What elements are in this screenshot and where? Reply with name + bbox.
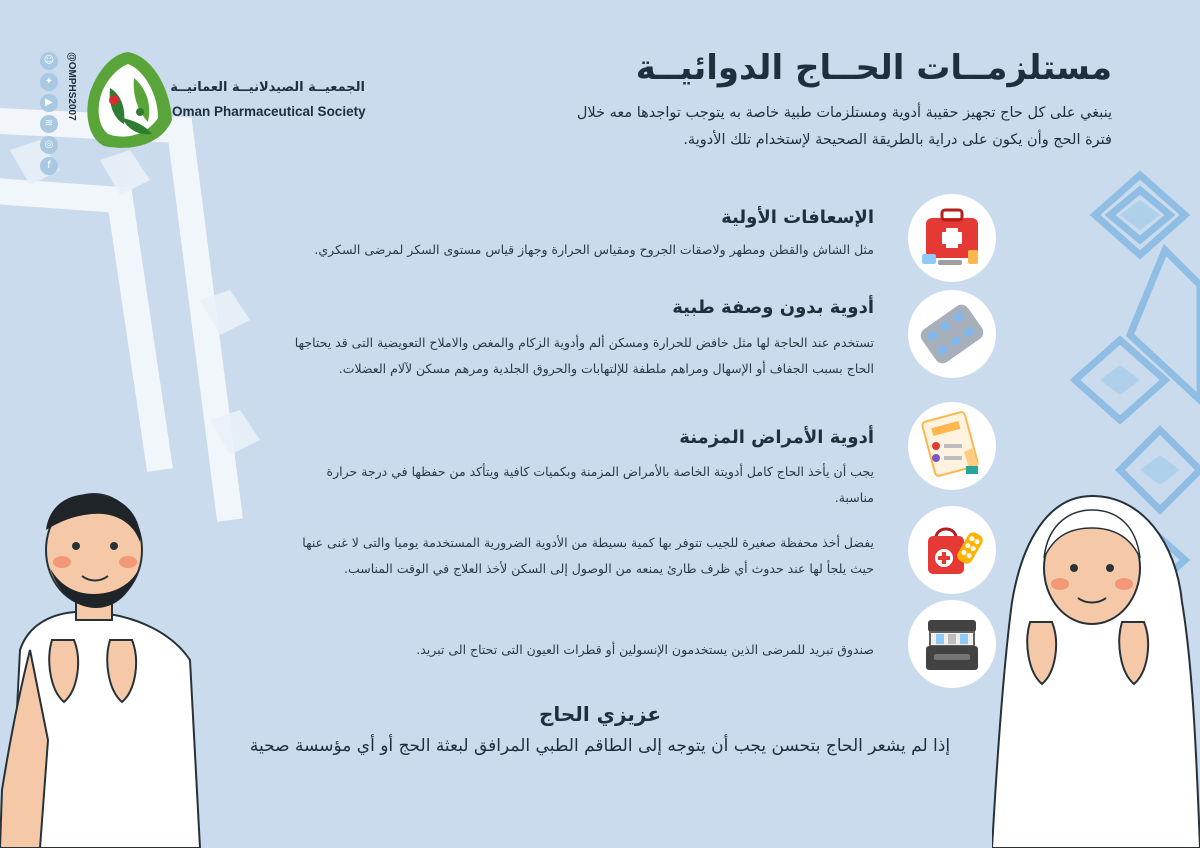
spotify-icon[interactable]: ≋	[40, 115, 58, 133]
snapchat-icon[interactable]: ☺	[40, 52, 58, 70]
org-name-english: Oman Pharmaceutical Society	[172, 104, 366, 119]
section-heading-first-aid: الإسعافات الأولية	[721, 207, 874, 228]
org-name-arabic: الجمعيــة الصيدلانيــة العمانيــة	[170, 80, 365, 95]
oman-pharmaceutical-society-logo-icon	[82, 48, 174, 154]
section-heading-otc: أدوية بدون وصفة طبية	[672, 297, 874, 318]
closing-text: إذا لم يشعر الحاج بتحسن يجب أن يتوجه إلى الطاقم الطبي المرافق لبعثة الحج أو أي مؤسسة صحية	[249, 736, 951, 756]
pilgrim-man-illustration	[0, 490, 210, 848]
first-aid-kit-icon	[908, 194, 996, 282]
intro-text: ينبغي على كل حاج تجهيز حقيبة أدوية ومستلزمات طبية خاصة به يتوجب تواجدها معه خلال فترة الحج وأن يكون على دراية بالطريقة الصحيحة لإستخدام تلك الأدوية.	[576, 105, 1112, 148]
section-body-chronic: يجب أن يأخذ الحاج كامل أدويتة الخاصة بالأمراض المزمنة وبكميات كافية ويتأكد من حفظها في درجة حرارة مناسبة.	[326, 464, 874, 505]
section-heading-chronic: أدوية الأمراض المزمنة	[679, 427, 874, 448]
social-handle: @OMPHS2007	[66, 52, 77, 121]
youtube-icon[interactable]: ▶	[40, 94, 58, 112]
facebook-icon[interactable]: f	[40, 157, 58, 175]
medicine-bag-icon	[908, 506, 996, 594]
closing-heading: عزيزي الحاج	[538, 702, 662, 726]
pilgrim-woman-illustration	[992, 492, 1200, 848]
section-body-cooler: صندوق تبريد للمرضى الذين يستخدمون الإنسولين أو قطرات العيون التى تحتاج الى تبريد.	[416, 642, 874, 657]
twitter-icon[interactable]: ✦	[40, 73, 58, 91]
section-body-otc: تستخدم عند الحاجة لها مثل خافض للحرارة ومسكن ألم وأدوية الزكام والمغص والاملاح التعويضية التى قد يحتاجها الحاج بسبب الجفاف أو الإسهال ومراهم ملطفة للإلتهابات والحروق الجلدية ومرهم مسكن لآلام العضلات.	[294, 335, 874, 376]
prescription-icon	[908, 402, 996, 490]
pill-blister-icon	[908, 290, 996, 378]
page-title: مستلزمــات الحــاج الدوائيــة	[635, 48, 1112, 88]
section-body-pocket-kit: يفضل أخذ محفظة صغيرة للجيب تتوفر بها كمية بسيطة من الأدوية الضرورية المستخدمة يوميا والتى لا غنى عنها حيث يلجأ لها عند حدوث أي ظرف طارئ يمنعه من الوصول إلى السكن لأخذ العلاج في الوقت المناسب.	[302, 535, 874, 576]
instagram-icon[interactable]: ◎	[40, 136, 58, 154]
section-body-first-aid: مثل الشاش والقطن ومطهر ولاصقات الجروح ومقياس الحرارة وجهاز قياس مستوى السكر لمرضى السكري.	[314, 242, 874, 257]
cooler-box-icon	[908, 600, 996, 688]
